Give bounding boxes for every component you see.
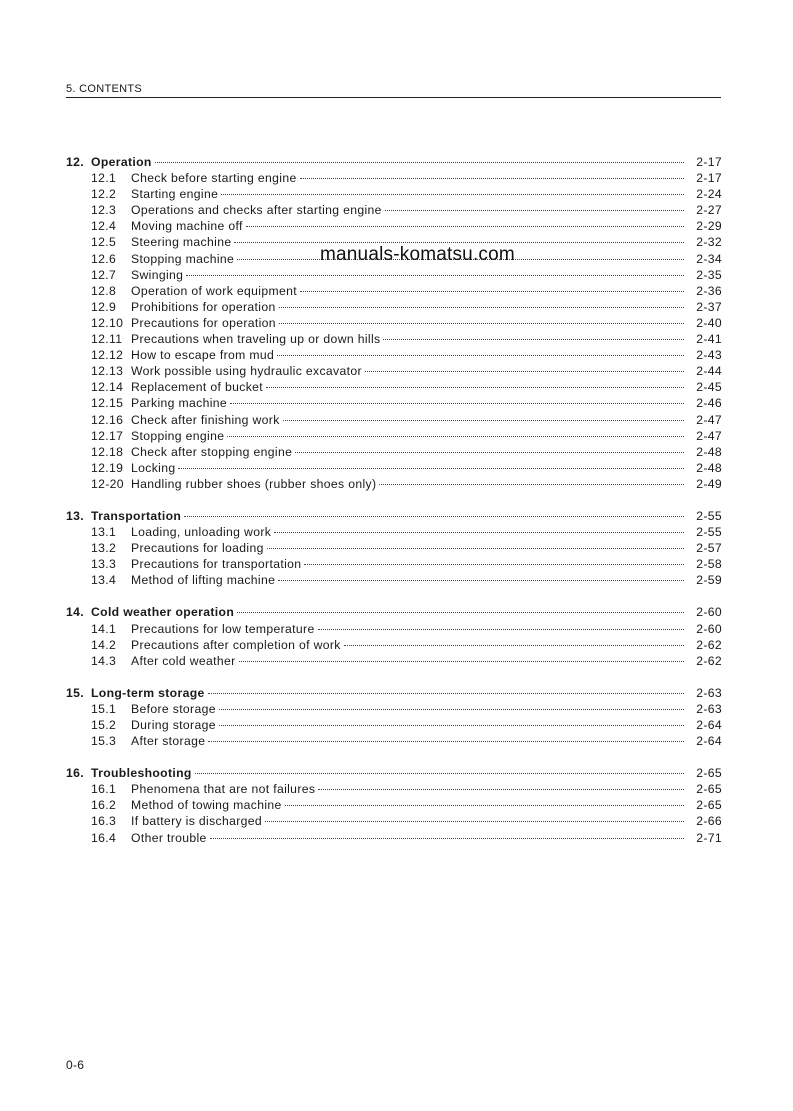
toc-entry-number: 12.5 [91, 235, 117, 250]
toc-entry-page: 2-37 [696, 299, 722, 314]
toc-entry-number: 16.4 [91, 830, 117, 845]
toc-entry-title: Check after finishing work [131, 412, 280, 427]
toc-entry-number: 12.15 [91, 396, 124, 411]
dot-leader [344, 645, 684, 646]
toc-entry [66, 170, 722, 186]
toc-entry-number: 15.2 [91, 718, 117, 732]
toc-entry [66, 218, 722, 234]
toc-entry [66, 428, 722, 444]
toc-entry-title: Work possible using hydraulic excavator [131, 364, 362, 379]
section-heading-number: 14. [66, 605, 84, 620]
toc-section [66, 508, 722, 588]
toc-entry [66, 267, 722, 283]
toc-entry-page: 2-65 [696, 798, 722, 813]
toc-entry-number: 12.7 [91, 267, 117, 282]
section-heading-page: 2-65 [696, 766, 722, 781]
toc-entry-title: Method of lifting machine [131, 573, 276, 588]
toc-entry [66, 299, 722, 315]
toc-entry-number: 12.17 [91, 428, 124, 443]
toc-entry [66, 524, 722, 540]
toc-entry-page: 2-49 [696, 476, 722, 491]
toc-entry-page: 2-71 [696, 830, 722, 845]
toc-entry-number: 16.1 [91, 782, 117, 797]
toc-entry-title: Other trouble [131, 830, 207, 845]
toc-entry-page: 2-29 [696, 219, 722, 234]
toc-entry-number: 14.2 [91, 637, 117, 652]
dot-leader [184, 516, 684, 517]
toc-entry-page: 2-41 [696, 332, 722, 347]
toc-entry-number: 12.3 [91, 203, 117, 218]
dot-leader [155, 162, 684, 163]
toc-entry [66, 797, 722, 813]
toc-entry-page: 2-44 [696, 364, 722, 379]
toc-entry-title: Locking [131, 460, 176, 475]
toc-entry [66, 347, 722, 363]
toc-entry-page: 2-47 [696, 428, 722, 443]
section-heading-title: Troubleshooting [91, 766, 192, 781]
dot-leader [365, 371, 684, 372]
dot-leader [385, 210, 684, 211]
toc-entry-title: Swinging [131, 267, 184, 282]
toc-entry [66, 444, 722, 460]
toc-entry-title: Before storage [131, 701, 216, 716]
toc-entry-title: Precautions after completion of work [131, 637, 341, 652]
toc-entry-page: 2-62 [696, 653, 722, 668]
toc-entry-number: 13.4 [91, 573, 117, 588]
toc-entry [66, 813, 722, 829]
dot-leader [219, 709, 684, 710]
toc-entry [66, 653, 722, 669]
dot-leader [295, 452, 684, 453]
dot-leader [230, 403, 684, 404]
section-heading-page: 2-55 [696, 508, 722, 523]
toc-entry [66, 379, 722, 395]
dot-leader [237, 612, 684, 613]
dot-leader [219, 725, 684, 726]
toc-entry-title: Check after stopping engine [131, 444, 293, 459]
toc-entry-title: Starting engine [131, 187, 219, 202]
toc-entry [66, 460, 722, 476]
toc-entry-number: 16.3 [91, 814, 117, 829]
toc-entry-page: 2-40 [696, 315, 722, 330]
toc-entry-number: 12.13 [91, 364, 124, 379]
toc-entry-page: 2-27 [696, 203, 722, 218]
toc-entry-number: 12.14 [91, 380, 124, 395]
toc-entry-title: Operations and checks after starting engine [131, 203, 382, 218]
toc-entry [66, 717, 722, 733]
toc-entry-title: If battery is discharged [131, 814, 263, 829]
dot-leader [300, 291, 684, 292]
toc-entry-title: Operation of work equipment [131, 283, 297, 298]
toc-entry [66, 781, 722, 797]
page-header: 5. CONTENTS [66, 83, 721, 98]
dot-leader [300, 178, 684, 179]
dot-leader [178, 468, 684, 469]
toc-entry [66, 556, 722, 572]
dot-leader [304, 564, 684, 565]
section-heading-title: Operation [91, 155, 152, 169]
toc-entry-page: 2-62 [696, 637, 722, 652]
section-heading [66, 765, 722, 781]
toc-entry-number: 14.1 [91, 621, 117, 636]
toc-entry [66, 733, 722, 749]
dot-leader [278, 580, 684, 581]
toc-entry-page: 2-60 [696, 621, 722, 636]
dot-leader [208, 741, 684, 742]
toc-entry-number: 12.11 [91, 332, 123, 347]
toc-entry-title: Prohibitions for operation [131, 299, 276, 314]
watermark: manuals-komatsu.com [320, 244, 515, 265]
toc-entry-page: 2-17 [696, 171, 722, 186]
toc-entry-number: 12.12 [91, 348, 124, 363]
toc-entry-page: 2-59 [696, 573, 722, 588]
toc-section [66, 604, 722, 668]
section-heading [66, 154, 722, 170]
section-heading-number: 12. [66, 155, 84, 169]
toc-entry-page: 2-65 [696, 782, 722, 797]
toc-entry-title: During storage [131, 718, 216, 732]
toc-entry-title: Replacement of bucket [131, 380, 264, 395]
toc-entry-page: 2-57 [696, 541, 722, 556]
toc-section [66, 765, 722, 845]
toc-entry-page: 2-48 [696, 444, 722, 459]
toc-entry [66, 572, 722, 588]
section-heading [66, 508, 722, 524]
toc-entry-title: Precautions for transportation [131, 557, 302, 572]
section-heading-number: 16. [66, 766, 84, 781]
toc-entry [66, 331, 722, 347]
toc-entry-page: 2-35 [696, 267, 722, 282]
toc-entry-title: Precautions when traveling up or down hills [131, 332, 381, 347]
toc-entry-title: Stopping machine [131, 251, 235, 266]
toc-entry-page: 2-48 [696, 460, 722, 475]
toc-entry-title: Loading, unloading work [131, 525, 272, 540]
toc-entry [66, 412, 722, 428]
toc-entry-number: 12.1 [91, 171, 117, 186]
toc-entry-title: Stopping engine [131, 428, 225, 443]
section-heading-number: 13. [66, 508, 84, 523]
toc-entry-title: Phenomena that are not failures [131, 782, 316, 797]
toc-entry-number: 12.2 [91, 187, 117, 202]
page-number: 0-6 [66, 1058, 85, 1072]
toc-entry-page: 2-58 [696, 557, 722, 572]
toc-entry [66, 283, 722, 299]
toc-entry [66, 363, 722, 379]
dot-leader [265, 821, 684, 822]
toc-entry-number: 13.3 [91, 557, 117, 572]
toc-entry-number: 12-20 [91, 476, 124, 491]
dot-leader [227, 436, 684, 437]
toc-entry-number: 12.10 [91, 315, 124, 330]
dot-leader [285, 805, 684, 806]
dot-leader [318, 629, 684, 630]
toc-entry-number: 13.1 [91, 525, 117, 540]
dot-leader [266, 387, 684, 388]
toc-entry-number: 13.2 [91, 541, 117, 556]
toc-entry-number: 12.18 [91, 444, 124, 459]
dot-leader [186, 275, 684, 276]
section-heading [66, 604, 722, 620]
dot-leader [195, 773, 684, 774]
toc-entry-page: 2-45 [696, 380, 722, 395]
section-heading-number: 15. [66, 685, 84, 700]
toc-entry-title: Precautions for operation [131, 315, 276, 330]
toc-entry-title: Precautions for low temperature [131, 621, 315, 636]
toc-entry-number: 12.19 [91, 460, 124, 475]
toc-entry-page: 2-36 [696, 283, 722, 298]
toc-entry-title: How to escape from mud [131, 348, 275, 363]
toc-entry [66, 476, 722, 492]
toc-entry-number: 12.9 [91, 299, 117, 314]
toc-entry-title: Precautions for loading [131, 541, 264, 556]
section-heading-page: 2-60 [696, 605, 722, 620]
toc-entry-title: Parking machine [131, 396, 228, 411]
toc-section [66, 685, 722, 749]
dot-leader [208, 693, 684, 694]
toc-entry-page: 2-47 [696, 412, 722, 427]
section-heading-title: Long-term storage [91, 685, 205, 700]
toc-entry-number: 12.6 [91, 251, 117, 266]
toc-entry-number: 16.2 [91, 798, 117, 813]
toc-entry-page: 2-66 [696, 814, 722, 829]
toc-entry-title: Check before starting engine [131, 171, 297, 186]
dot-leader [221, 194, 684, 195]
dot-leader [277, 355, 684, 356]
toc-entry-number: 14.3 [91, 653, 117, 668]
toc-entry [66, 202, 722, 218]
dot-leader [274, 532, 684, 533]
section-heading-title: Cold weather operation [91, 605, 235, 620]
dot-leader [279, 307, 684, 308]
toc-entry [66, 315, 722, 331]
toc-entry [66, 621, 722, 637]
section-heading-page: 2-63 [696, 685, 722, 700]
toc-entry-page: 2-55 [696, 525, 722, 540]
toc-entry-number: 15.1 [91, 701, 117, 716]
toc-entry-page: 2-46 [696, 396, 722, 411]
toc-entry-page: 2-64 [696, 718, 722, 732]
toc-entry-page: 2-63 [696, 701, 722, 716]
toc-entry-title: Method of towing machine [131, 798, 282, 813]
toc-entry-page: 2-34 [696, 251, 722, 266]
dot-leader [239, 661, 684, 662]
toc-section [66, 154, 722, 492]
dot-leader [383, 339, 684, 340]
dot-leader [210, 838, 684, 839]
toc-entry [66, 395, 722, 411]
dot-leader [267, 548, 684, 549]
toc-entry-number: 12.16 [91, 412, 124, 427]
dot-leader [318, 789, 684, 790]
toc-entry [66, 186, 722, 202]
toc-entry-page: 2-64 [696, 734, 722, 749]
toc-entry-page: 2-43 [696, 348, 722, 363]
toc-entry-title: After storage [131, 734, 206, 749]
toc-entry-number: 15.3 [91, 734, 117, 749]
toc-entry-title: Handling rubber shoes (rubber shoes only) [131, 476, 377, 491]
toc-entry [66, 540, 722, 556]
toc-entry-title: After cold weather [131, 653, 236, 668]
toc-entry [66, 701, 722, 717]
section-heading-title: Transportation [91, 508, 182, 523]
toc-entry [66, 830, 722, 846]
dot-leader [279, 323, 684, 324]
toc-entry-page: 2-24 [696, 187, 722, 202]
section-heading [66, 685, 722, 701]
toc-entry-title: Steering machine [131, 235, 232, 250]
toc-entry-title: Moving machine off [131, 219, 243, 234]
dot-leader [283, 420, 684, 421]
dot-leader [379, 484, 684, 485]
dot-leader [246, 226, 684, 227]
section-heading-page: 2-17 [696, 155, 722, 169]
toc-entry [66, 637, 722, 653]
toc-entry-number: 12.4 [91, 219, 117, 234]
toc-entry-page: 2-32 [696, 235, 722, 250]
toc-entry-number: 12.8 [91, 283, 117, 298]
